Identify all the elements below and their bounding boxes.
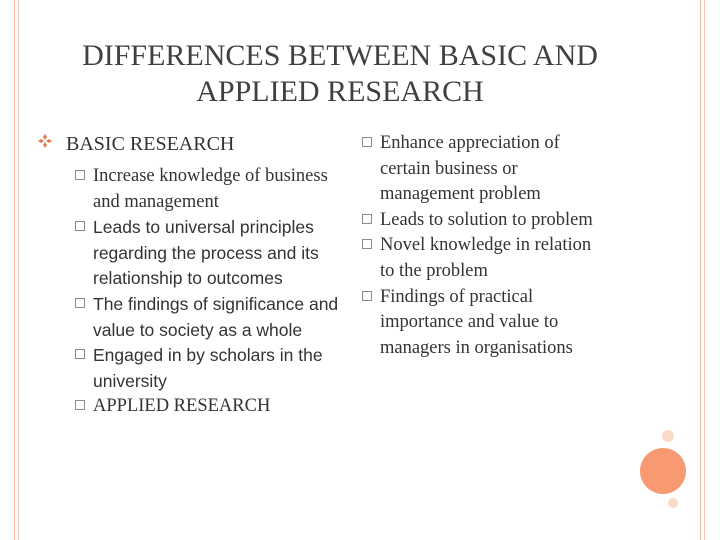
list-item (362, 233, 607, 284)
square-box-icon (75, 349, 85, 359)
frame-line-left (14, 0, 15, 540)
decorative-circle-large (640, 448, 686, 494)
square-box-icon (362, 214, 372, 224)
square-box-icon (362, 291, 372, 301)
list-item (362, 285, 607, 362)
list-item (75, 394, 340, 420)
diamond-cluster-icon (38, 134, 54, 154)
list-item (362, 131, 607, 208)
list-item-text: Findings of practical importance and value to managers in organisations (380, 286, 573, 358)
list-item (75, 292, 340, 343)
list-item-text: Engaged in by scholars in the university (93, 345, 323, 391)
frame-line-right-inner (704, 0, 705, 540)
list-item-text: The findings of significance and value to society as a whole (93, 293, 339, 340)
list-item-text: Leads to solution to problem (380, 209, 593, 230)
square-box-icon (75, 400, 85, 410)
list-item (75, 215, 340, 292)
square-box-icon (362, 239, 372, 249)
list-item-text: Leads to universal principles regarding the process and its relationship to outcomes (93, 217, 319, 289)
square-box-icon (362, 137, 372, 147)
right-bullet-list (362, 131, 607, 361)
list-item-text: Novel knowledge in relation to the problem (380, 235, 592, 281)
list-item-text: Increase knowledge of business and management (93, 166, 328, 212)
left-heading: BASIC RESEARCH (66, 133, 235, 155)
square-box-icon (75, 221, 85, 231)
list-item (75, 343, 340, 394)
list-item-text: APPLIED RESEARCH (93, 396, 271, 417)
slide-title: DIFFERENCES BETWEEN BASIC AND APPLIED RESEARCH (82, 39, 598, 108)
frame-line-left-inner (18, 0, 19, 540)
decorative-circle-tiny (668, 498, 678, 508)
list-item (75, 164, 340, 215)
list-item-text: Enhance appreciation of certain business or management problem (380, 133, 560, 205)
decorative-circle-small (662, 430, 674, 442)
frame-line-right (700, 0, 701, 540)
square-box-icon (75, 298, 85, 308)
left-bullet-list (75, 164, 340, 420)
square-box-icon (75, 170, 85, 180)
list-item (362, 208, 607, 234)
